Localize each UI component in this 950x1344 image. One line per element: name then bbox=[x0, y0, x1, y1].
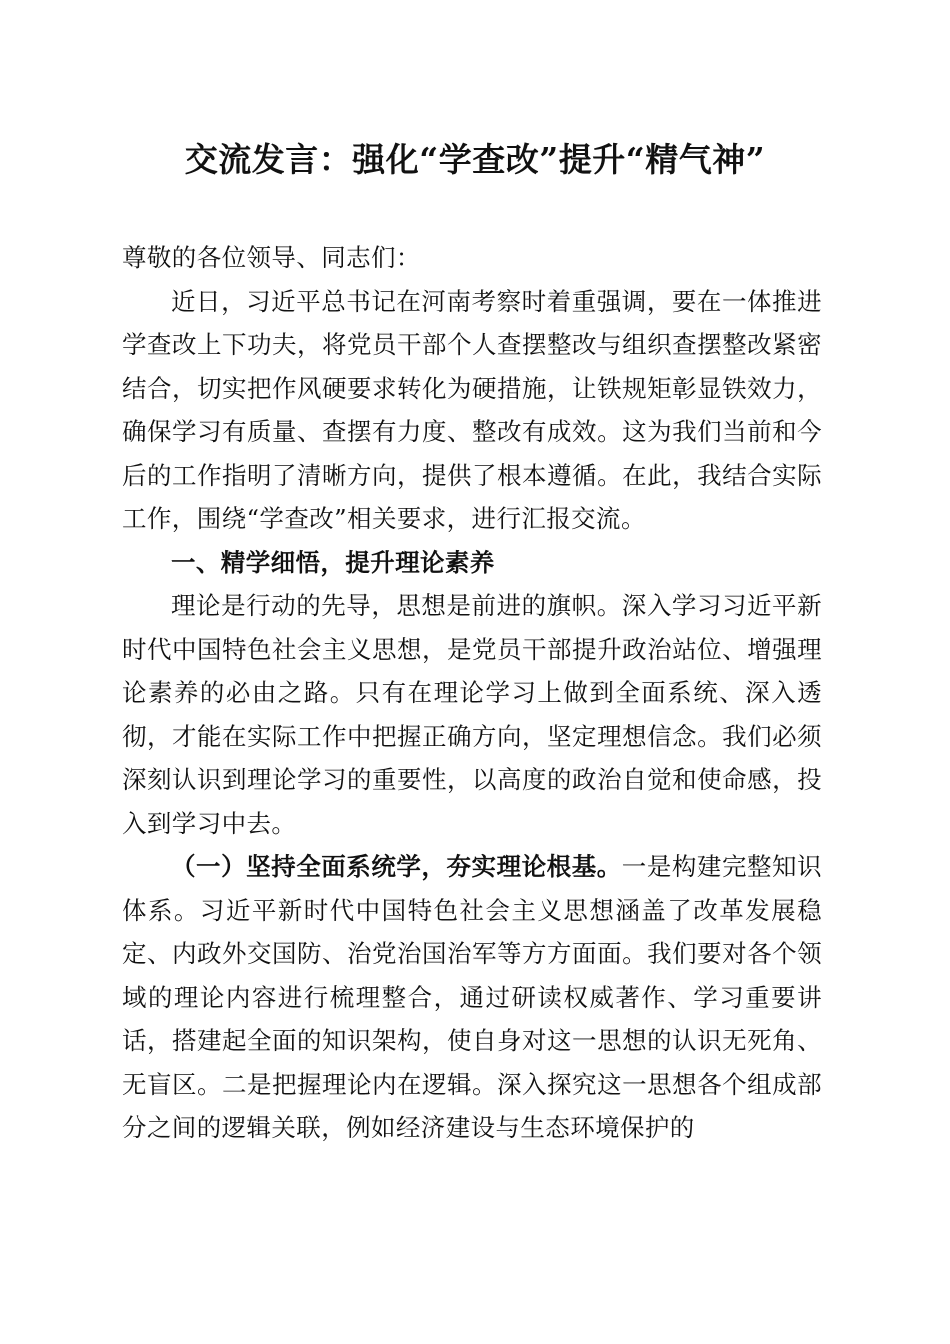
document-body bbox=[122, 236, 822, 1150]
salutation: 尊敬的各位领导、同志们： bbox=[122, 243, 421, 272]
document-title: 交流发言：强化“学查改”提升“精气神” bbox=[184, 140, 766, 179]
intro-paragraph: 近日，习近平总书记在河南考察时着重强调，要在一体推进学查改上下功夫，将党员干部个人查摆整改与组织查摆整改紧密结合，切实把作风硬要求转化为硬措施，让铁规矩彰显铁效力，确保学习有质量、查摆有力度、整改有成效。这为我们当前和今后的工作指明了清晰方向，提供了根本遵循。在此，我结合实际工作，围绕“学查改”相关要求，进行汇报交流。 bbox=[122, 286, 822, 533]
section-heading-1: 一、精学细悟，提升理论素养 bbox=[171, 547, 495, 577]
subsection-1-text: 一是构建完整知识体系。习近平新时代中国特色社会主义思想涵盖了改革发展稳定、内政外交国防、治党治国治军等方方面面。我们要对各个领域的理论内容进行梳理整合，通过研读权威著作、学习重要讲话，搭建起全面的知识架构，使自身对这一思想的认识无死角、无盲区。二是把握理论内在逻辑。深入探究这一思想各个组成部分之间的逻辑关联，例如经济建设与生态环境保护的 bbox=[122, 852, 823, 1142]
subsection-1-lead: （一）坚持全面系统学，夯实理论根基。 bbox=[171, 852, 622, 881]
subsection-1-paragraph bbox=[122, 845, 822, 1150]
section-1-paragraph: 理论是行动的先导，思想是前进的旗帜。深入学习习近平新时代中国特色社会主义思想，是党员干部提升政治站位、增强理论素养的必由之路。只有在理论学习上做到全面系统、深入透彻，才能在实际工作中把握正确方向，坚定理想信念。我们必须深刻认识到理论学习的重要性，以高度的政治自觉和使命感，投入到学习中去。 bbox=[122, 591, 822, 838]
